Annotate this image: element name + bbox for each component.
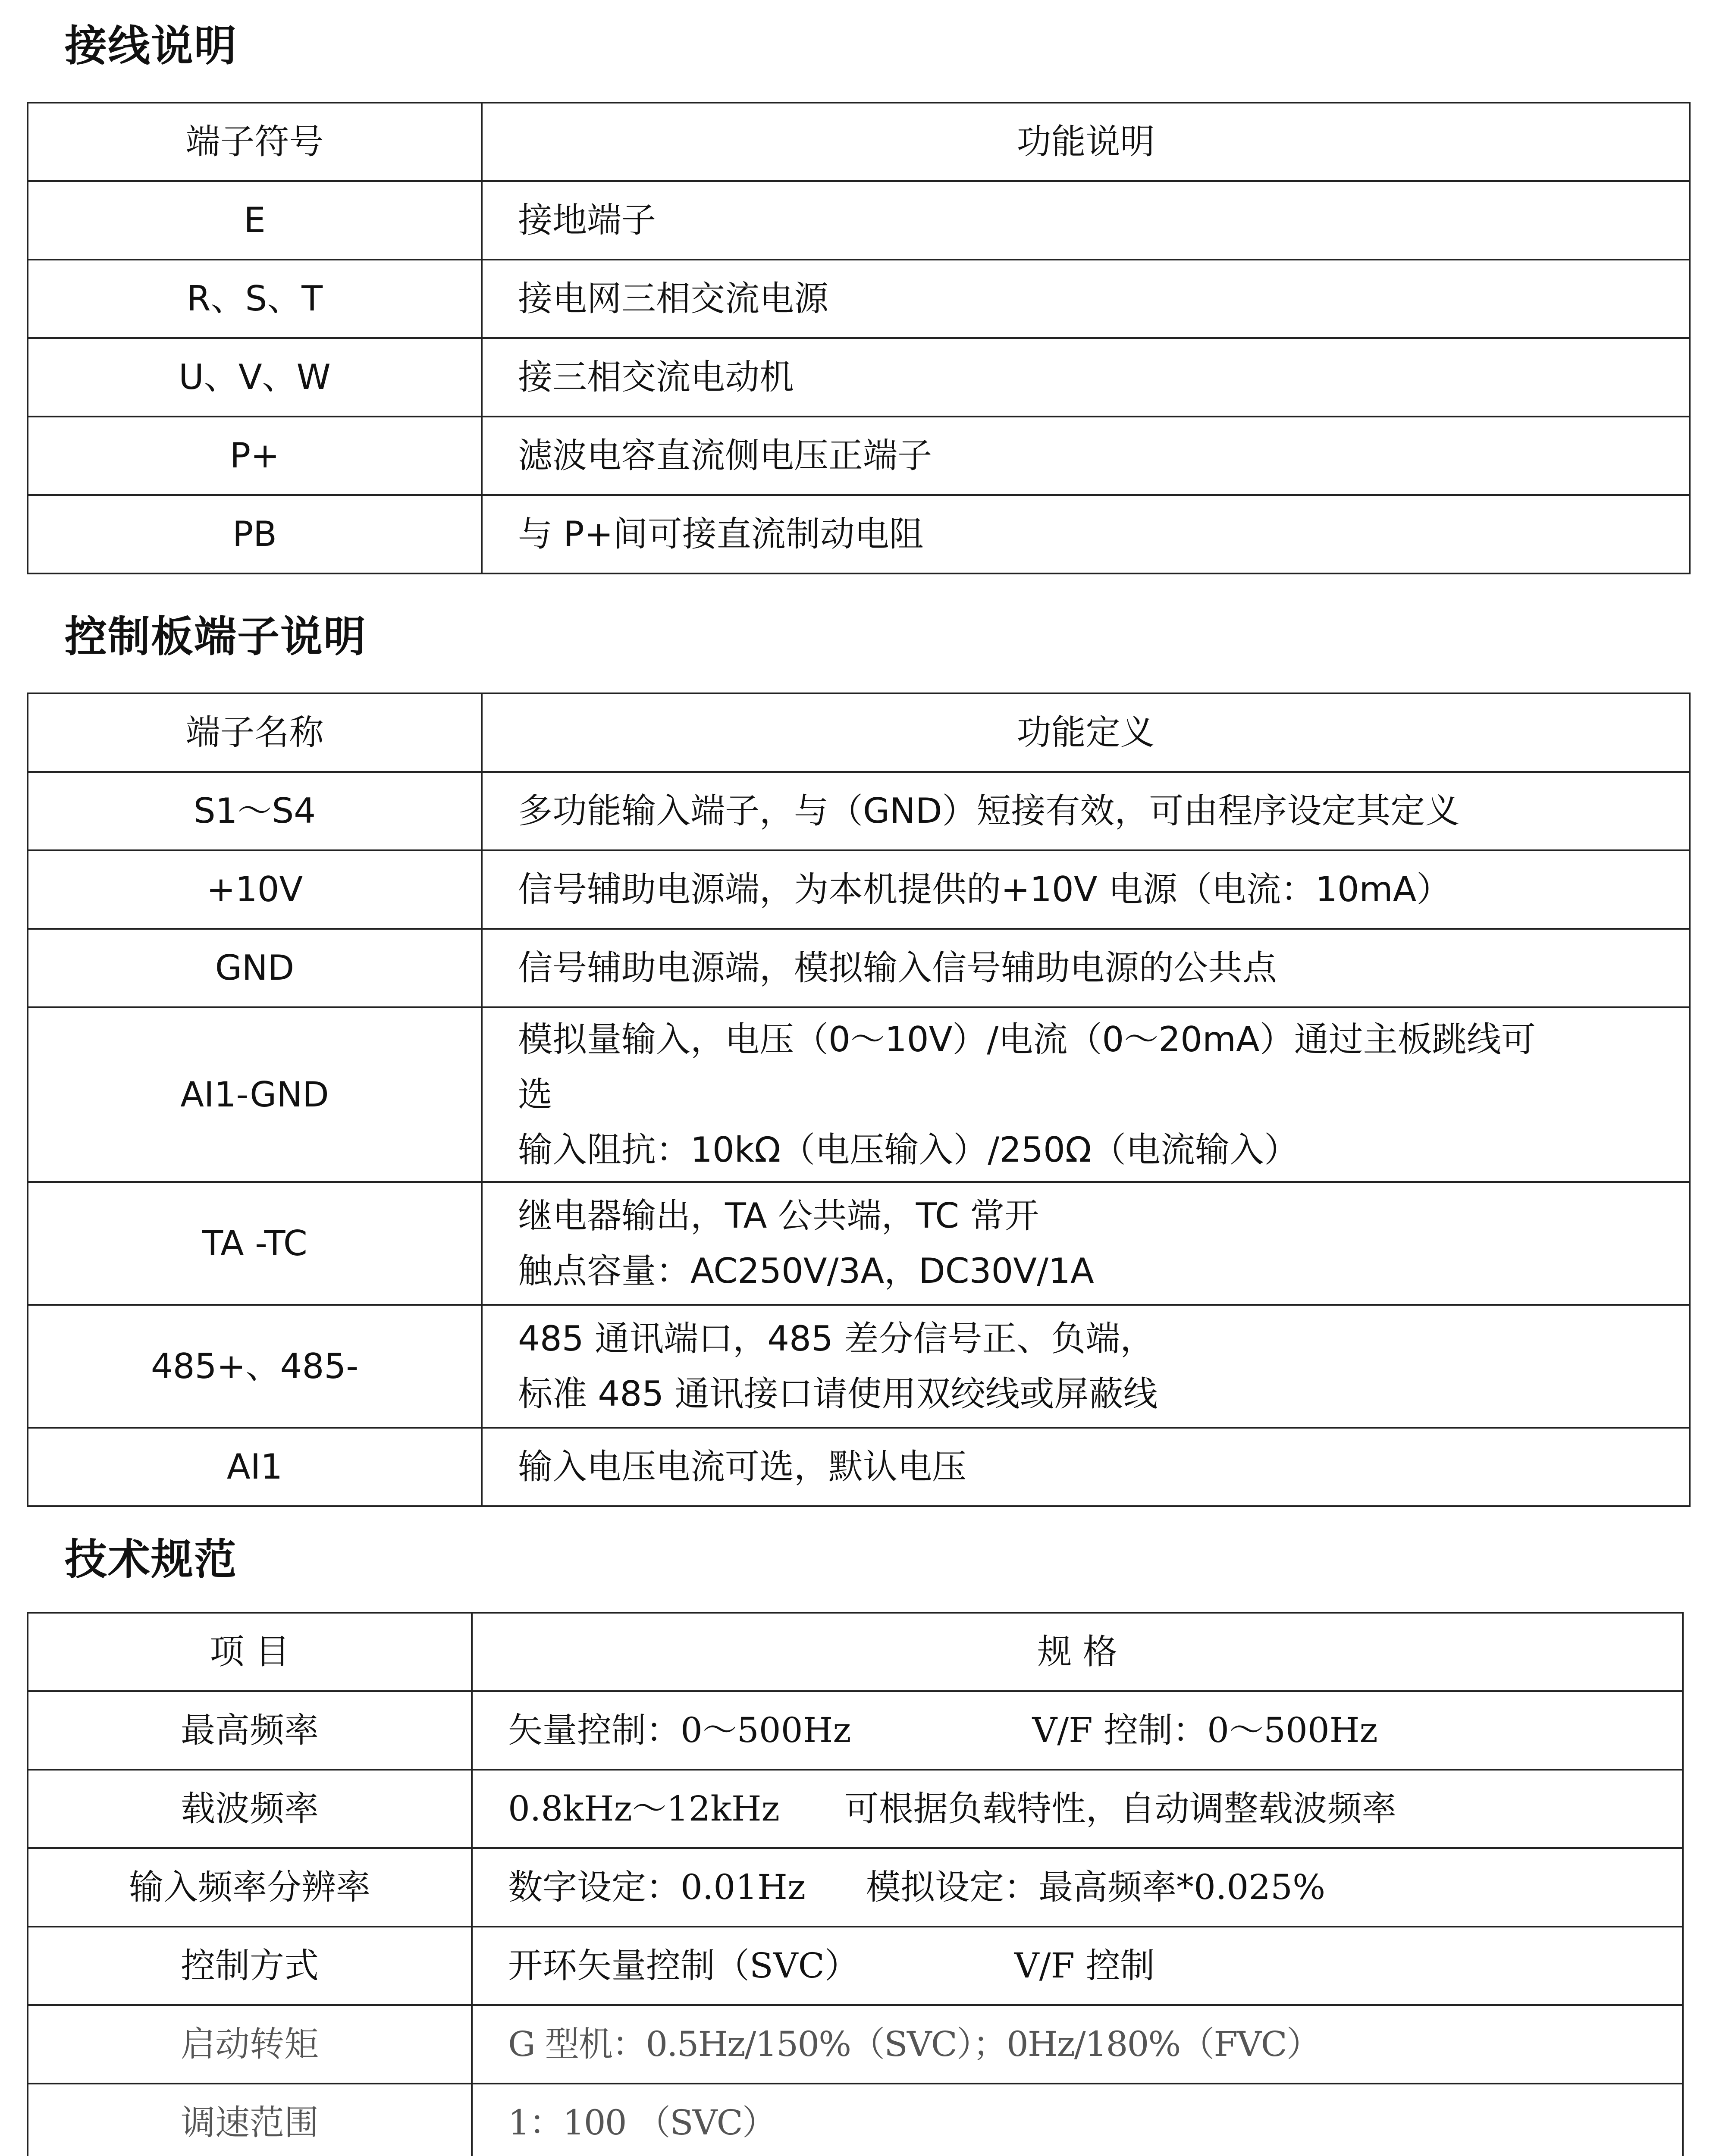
table-row: [28, 260, 1690, 338]
header-cell: 项 目: [28, 1613, 472, 1691]
spec-value-part: 可根据负载特性，自动调整载波频率: [844, 1789, 1396, 1829]
terminal-name: AI1: [28, 1428, 482, 1506]
table-row: [28, 1927, 1683, 2005]
terminal-symbol: U、V、W: [28, 338, 482, 417]
terminal-function: 与 P+间可接直流制动电阻: [482, 495, 1690, 573]
spec-value: [472, 1848, 1683, 1927]
terminal-function: 滤波电容直流侧电压正端子: [482, 417, 1690, 495]
terminal-name: +10V: [28, 850, 482, 929]
terminal-symbol: P+: [28, 417, 482, 495]
terminal-definition: [482, 1305, 1690, 1428]
table-header-row: [28, 103, 1690, 181]
table-row: [28, 181, 1690, 260]
header-cell: 端子符号: [28, 103, 482, 181]
table-row: [28, 495, 1690, 573]
terminal-symbol: E: [28, 181, 482, 260]
definition-line: 信号辅助电源端，为本机提供的+10V 电源（电流：10mA）: [518, 869, 1451, 909]
table-row: [28, 2005, 1683, 2084]
table-row: [28, 1691, 1683, 1770]
definition-line: 输入阻抗：10kΩ（电压输入）/250Ω（电流输入）: [518, 1129, 1299, 1170]
wiring-table: [27, 102, 1691, 574]
terminal-name: S1～S4: [28, 772, 482, 850]
control-terminal-table: [27, 693, 1691, 1507]
terminal-definition: [482, 929, 1690, 1007]
terminal-definition: [482, 772, 1690, 850]
section-title-control-board: 控制板端子说明: [65, 612, 367, 661]
table-row: [28, 772, 1690, 850]
terminal-symbol: PB: [28, 495, 482, 573]
table-row: [28, 1007, 1690, 1182]
spec-value: [472, 2084, 1683, 2156]
table-row: [28, 2084, 1683, 2156]
spec-item: 输入频率分辨率: [28, 1848, 472, 1927]
terminal-function: 接电网三相交流电源: [482, 260, 1690, 338]
spec-value-part: V/F 控制：0～500Hz: [1032, 1710, 1378, 1750]
definition-line: 485 通讯端口，485 差分信号正、负端，: [518, 1318, 1155, 1359]
spec-item: 调速范围: [28, 2084, 472, 2156]
spec-value-part: 0.8kHz～12kHz: [508, 1789, 780, 1829]
definition-line: 信号辅助电源端，模拟输入信号辅助电源的公共点: [518, 948, 1277, 988]
definition-line: 选: [518, 1074, 552, 1115]
table-row: [28, 1428, 1690, 1506]
table-row: [28, 338, 1690, 417]
spec-value-part: G 型机：0.5Hz/150%（SVC）；0Hz/180%（FVC）: [508, 2024, 1320, 2064]
terminal-definition: [482, 1007, 1690, 1182]
header-cell: 功能说明: [482, 103, 1690, 181]
table-row: [28, 1848, 1683, 1927]
definition-line: 标准 485 通讯接口请使用双绞线或屏蔽线: [518, 1373, 1158, 1414]
definition-line: 触点容量：AC250V/3A，DC30V/1A: [518, 1250, 1094, 1291]
terminal-function: 接三相交流电动机: [482, 338, 1690, 417]
definition-line: 多功能输入端子，与（GND）短接有效，可由程序设定其定义: [518, 791, 1460, 831]
terminal-name: TA -TC: [28, 1182, 482, 1305]
spec-item: 控制方式: [28, 1927, 472, 2005]
header-cell: 功能定义: [482, 693, 1690, 772]
table-row: [28, 929, 1690, 1007]
terminal-name: GND: [28, 929, 482, 1007]
spec-item: 载波频率: [28, 1770, 472, 1848]
table-row: [28, 1770, 1683, 1848]
tech-spec-table: [27, 1612, 1684, 2156]
spec-value: [472, 2005, 1683, 2084]
section-title-tech-spec: 技术规范: [65, 1535, 238, 1584]
header-cell: 规 格: [472, 1613, 1683, 1691]
terminal-symbol: R、S、T: [28, 260, 482, 338]
spec-value: [472, 1770, 1683, 1848]
spec-value-part: 矢量控制：0～500Hz: [508, 1710, 851, 1750]
terminal-definition: [482, 1428, 1690, 1506]
spec-item: 启动转矩: [28, 2005, 472, 2084]
table-row: [28, 417, 1690, 495]
table-header-row: [28, 1613, 1683, 1691]
header-cell: 端子名称: [28, 693, 482, 772]
spec-value: [472, 1691, 1683, 1770]
spec-value: [472, 1927, 1683, 2005]
terminal-name: AI1-GND: [28, 1007, 482, 1182]
table-header-row: [28, 693, 1690, 772]
spec-value-part: 1：100 （SVC）: [508, 2103, 776, 2143]
terminal-name: 485+、485-: [28, 1305, 482, 1428]
spec-value-part: 开环矢量控制（SVC）: [508, 1946, 859, 1986]
terminal-definition: [482, 850, 1690, 929]
definition-line: 模拟量输入，电压（0～10V）/电流（0～20mA）通过主板跳线可: [518, 1019, 1536, 1059]
section-title-wiring: 接线说明: [65, 22, 238, 71]
table-row: [28, 1182, 1690, 1305]
spec-value-part: 数字设定：0.01Hz: [508, 1867, 806, 1907]
table-row: [28, 850, 1690, 929]
spec-value-part: 模拟设定：最高频率*0.025%: [866, 1867, 1326, 1907]
terminal-function: 接地端子: [482, 181, 1690, 260]
terminal-definition: [482, 1182, 1690, 1305]
spec-value-part: V/F 控制: [1014, 1946, 1155, 1986]
table-row: [28, 1305, 1690, 1428]
definition-line: 输入电压电流可选，默认电压: [518, 1447, 966, 1487]
spec-item: 最高频率: [28, 1691, 472, 1770]
definition-line: 继电器输出，TA 公共端，TC 常开: [518, 1195, 1039, 1236]
